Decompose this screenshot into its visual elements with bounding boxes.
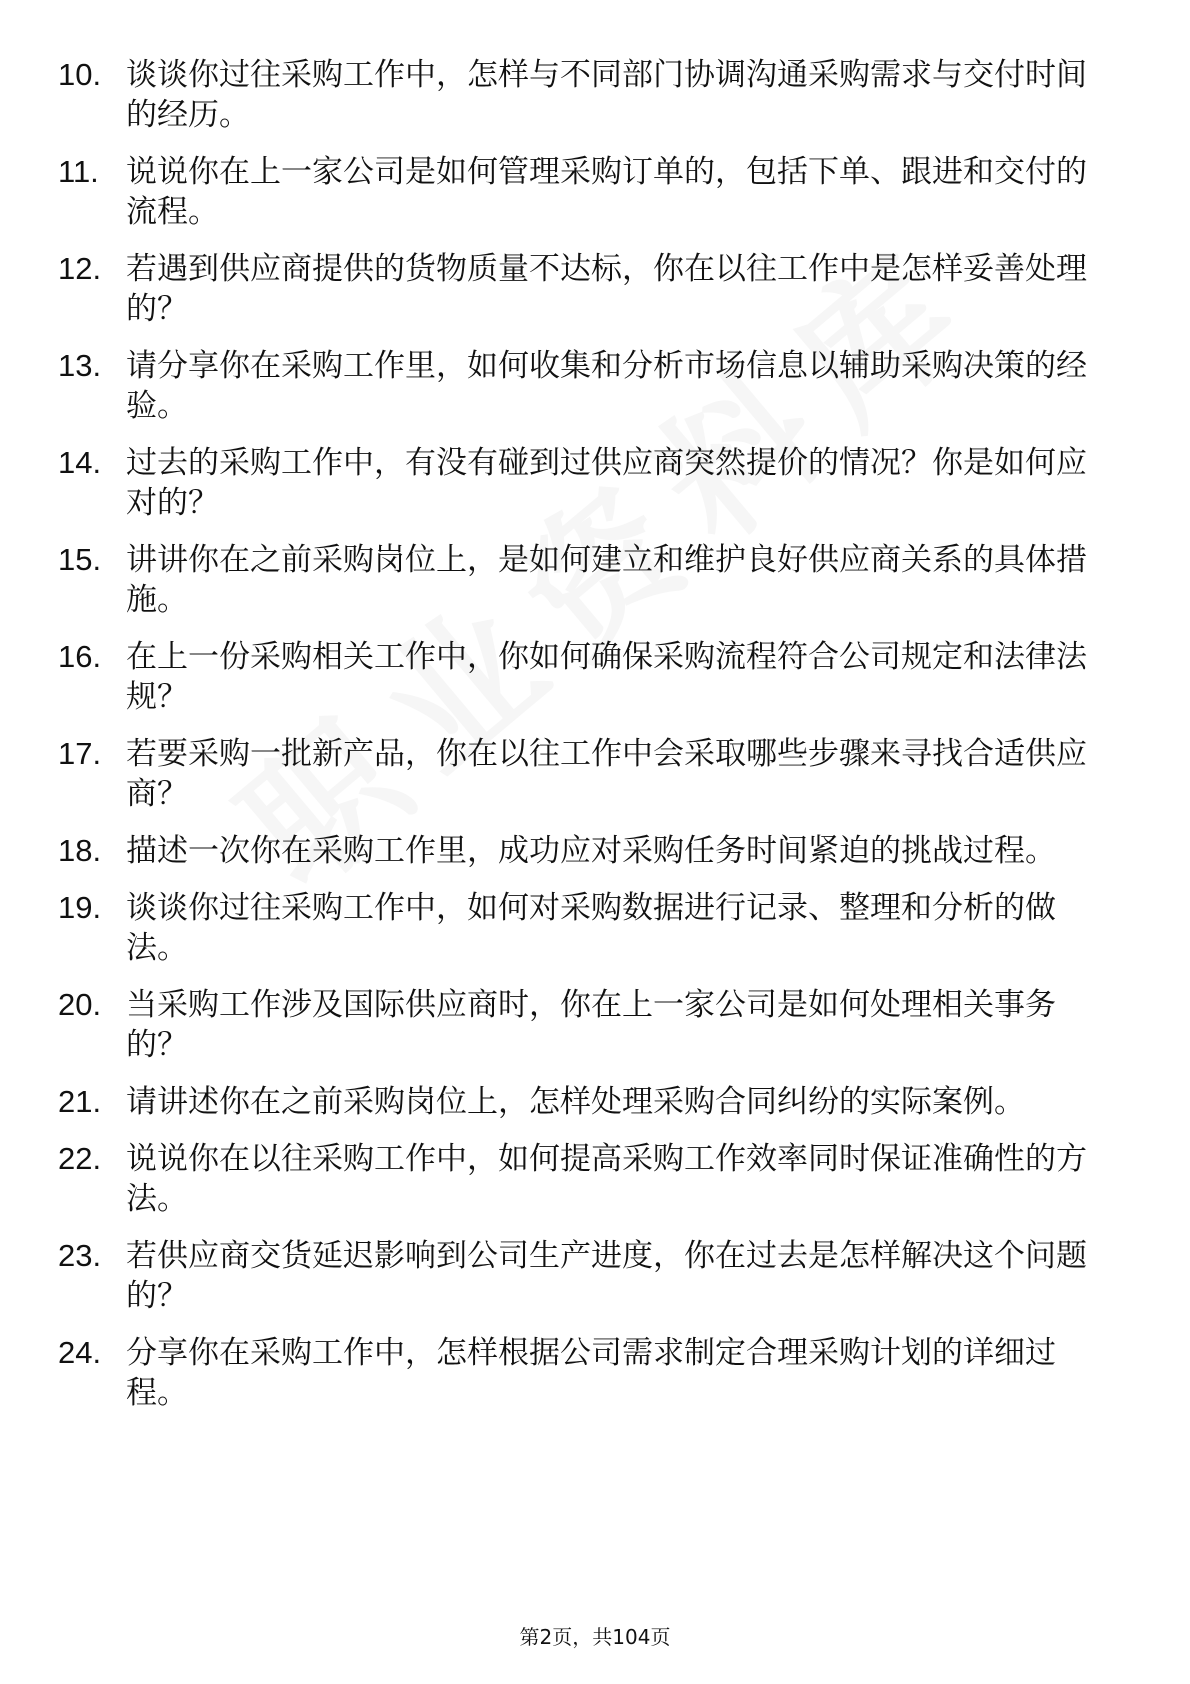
question-item [58, 55, 1108, 135]
question-item [58, 1139, 1108, 1219]
question-number: 11. [58, 154, 99, 189]
question-item [58, 249, 1108, 329]
page-number: 第2页，共104页 [519, 1625, 671, 1649]
question-number: 24. [58, 1335, 102, 1370]
question-text: 请讲述你在之前采购岗位上，怎样处理采购合同纠纷的实际案例。 [126, 1084, 1025, 1120]
question-number: 22. [58, 1141, 102, 1176]
question-item [58, 346, 1108, 426]
question-number: 21. [58, 1084, 102, 1119]
question-item [58, 1236, 1108, 1316]
question-number: 17. [58, 736, 102, 771]
question-text: 谈谈你过往采购工作中，怎样与不同部门协调沟通采购需求与交付时间的经历。 [126, 57, 1087, 133]
question-text: 描述一次你在采购工作里，成功应对采购任务时间紧迫的挑战过程。 [126, 833, 1056, 869]
question-text: 讲讲你在之前采购岗位上，是如何建立和维护良好供应商关系的具体措施。 [126, 542, 1087, 618]
question-text: 说说你在上一家公司是如何管理采购订单的，包括下单、跟进和交付的流程。 [126, 154, 1087, 230]
question-number: 23. [58, 1238, 102, 1273]
question-item [58, 443, 1108, 523]
question-text: 请分享你在采购工作里，如何收集和分析市场信息以辅助采购决策的经验。 [126, 348, 1087, 424]
question-text: 若遇到供应商提供的货物质量不达标，你在以往工作中是怎样妥善处理的？ [126, 251, 1087, 327]
question-number: 16. [58, 639, 102, 674]
question-text: 若供应商交货延迟影响到公司生产进度，你在过去是怎样解决这个问题的？ [126, 1238, 1087, 1314]
question-item [58, 734, 1108, 814]
question-text: 说说你在以往采购工作中，如何提高采购工作效率同时保证准确性的方法。 [126, 1141, 1087, 1217]
question-item [58, 1082, 1108, 1122]
question-item [58, 985, 1108, 1065]
question-number: 18. [58, 833, 102, 868]
question-list [58, 55, 1108, 1430]
question-text: 在上一份采购相关工作中，你如何确保采购流程符合公司规定和法律法规？ [126, 639, 1087, 715]
question-number: 13. [58, 348, 102, 383]
question-text: 当采购工作涉及国际供应商时，你在上一家公司是如何处理相关事务的？ [126, 987, 1056, 1063]
question-item [58, 1333, 1108, 1413]
question-text: 若要采购一批新产品，你在以往工作中会采取哪些步骤来寻找合适供应商？ [126, 736, 1087, 812]
question-item [58, 888, 1108, 968]
question-text: 过去的采购工作中，有没有碰到过供应商突然提价的情况？你是如何应对的？ [126, 445, 1087, 521]
question-item [58, 831, 1108, 871]
question-number: 12. [58, 251, 102, 286]
question-text: 分享你在采购工作中，怎样根据公司需求制定合理采购计划的详细过程。 [126, 1335, 1056, 1411]
question-item [58, 540, 1108, 620]
question-number: 19. [58, 890, 102, 925]
question-item [58, 152, 1108, 232]
question-number: 10. [58, 57, 102, 92]
question-number: 15. [58, 542, 102, 577]
question-item [58, 637, 1108, 717]
question-text: 谈谈你过往采购工作中，如何对采购数据进行记录、整理和分析的做法。 [126, 890, 1056, 966]
question-number: 14. [58, 445, 102, 480]
question-number: 20. [58, 987, 102, 1022]
